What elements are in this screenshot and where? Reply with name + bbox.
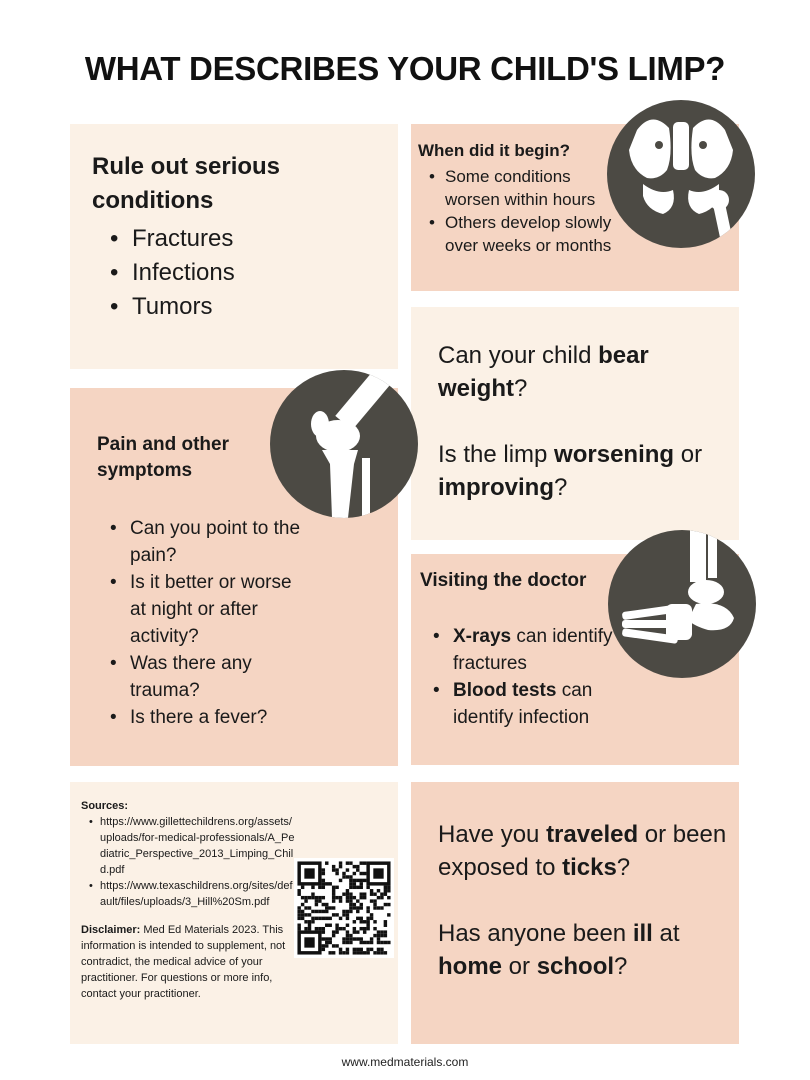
list-item: • Others develop slowly over weeks or months (445, 211, 620, 257)
weight-card (411, 307, 739, 540)
page-title: WHAT DESCRIBES YOUR CHILD'S LIMP? (84, 50, 726, 87)
rule-out-card (70, 124, 398, 369)
list-item: • Can you point to the pain? (130, 515, 310, 569)
rule-out-list (132, 222, 398, 324)
foot-bone-icon (608, 530, 756, 678)
pain-list (130, 515, 310, 731)
weight-question: Can your child bear weight? (438, 342, 649, 402)
footer-url[interactable]: www.medmaterials.com (341, 1055, 469, 1069)
sources-list (100, 814, 295, 910)
onset-list (445, 165, 620, 257)
knee-bone-icon (270, 370, 418, 518)
list-item: • Infections (132, 256, 398, 290)
rule-out-heading: Rule out serious conditions (92, 153, 281, 214)
sources-heading: Sources: (81, 800, 129, 812)
illness-question: Has anyone been ill at home or school? (438, 920, 680, 980)
list-item: • Fractures (132, 222, 398, 256)
pain-heading: Pain and other symptoms (97, 434, 229, 481)
source-link[interactable]: • https://www.texaschildrens.org/sites/default/files/uploads/3_Hill%20Sm.pdf (100, 878, 295, 910)
list-item: • Tumors (132, 290, 398, 324)
qr-code-graphic (294, 858, 394, 958)
qr-code-icon[interactable] (294, 858, 394, 958)
list-item: • X-rays can identify fractures (453, 623, 628, 677)
onset-heading: When did it begin? (418, 141, 571, 160)
disclaimer: Disclaimer: Med Ed Materials 2023. This information is intended to supplement, not contradict, the medical advice of your practitioner. For questions or more info, contact your practitioner. (81, 924, 286, 1000)
list-item: • Some conditions worsen within hours (445, 165, 620, 211)
doctor-list (453, 623, 628, 731)
exposure-card (411, 782, 739, 1044)
travel-question: Have you traveled or been exposed to ticks? (438, 821, 727, 881)
list-item: • Is it better or worse at night or after activity? (130, 569, 310, 650)
doctor-heading: Visiting the doctor (420, 570, 587, 591)
list-item: • Blood tests can identify infection (453, 677, 628, 731)
source-link[interactable]: • https://www.gillettechildrens.org/assets/uploads/for-medical-professionals/A_Pediatric_Perspective_2013_Limping_Child.pdf (100, 814, 295, 878)
list-item: • Was there any trauma? (130, 650, 310, 704)
worsening-question: Is the limp worsening or improving? (438, 441, 703, 501)
pelvis-bone-icon (607, 100, 755, 248)
list-item: • Is there a fever? (130, 704, 310, 731)
